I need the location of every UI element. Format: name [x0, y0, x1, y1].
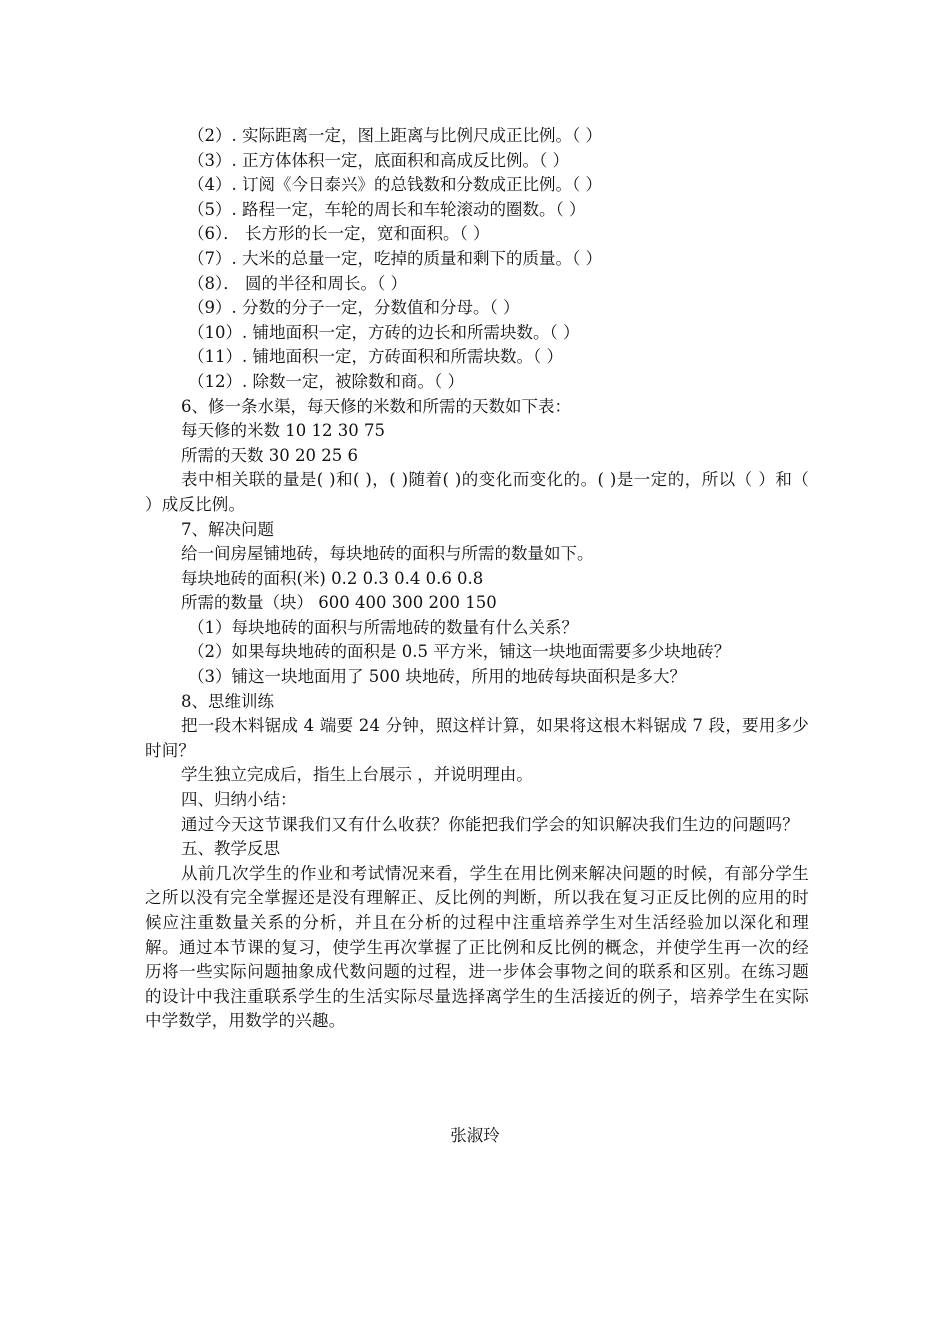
question-7-sub-1: （1）每块地砖的面积与所需地砖的数量有什么关系？ [188, 617, 578, 637]
judgment-item-2: （2）. 实际距离一定，图上距离与比例尺成正比例。（ ） [188, 126, 602, 145]
question-6-row-meters: 每天修的米数 10 12 30 75 [181, 421, 385, 441]
judgment-item-5: （5）. 路程一定，车轮的周长和车轮滚动的圈数。（ ） [188, 199, 586, 219]
question-8-body: 把一段木料锯成 4 端要 24 分钟，照这样计算，如果将这根木料锯成 7 段，要用多少时间？ [145, 716, 809, 760]
judgment-item-4: （4）. 订阅《今日泰兴》的总钱数和分数成正比例。（ ） [188, 175, 602, 195]
judgment-item-12: （12）. 除数一定，被除数和商。（ ） [188, 371, 464, 391]
question-8-note: 学生独立完成后，指生上台展示 ，并说明理由。 [181, 765, 533, 785]
question-7-sub-3: （3）铺这一块地面用了 500 块地砖，所用的地砖每块面积是多大？ [188, 667, 686, 687]
judgment-item-8: （8）． 圆的半径和周长。（ ） [188, 273, 407, 293]
judgment-item-7: （7）. 大米的总量一定，吃掉的质量和剩下的质量。（ ） [188, 248, 602, 268]
question-7-row-area: 每块地砖的面积(米) 0.2 0.3 0.4 0.6 0.8 [181, 568, 484, 588]
judgment-item-9: （9）. 分数的分子一定，分数值和分母。（ ） [188, 298, 520, 318]
question-8-heading: 8、思维训练 [181, 691, 274, 711]
question-7-sub-2: （2）如果每块地砖的面积是 0.5 平方米，铺这一块地面需要多少块地砖？ [188, 642, 731, 662]
question-7-row-count: 所需的数量（块） 600 400 300 200 150 [181, 593, 497, 613]
author-signature: 张淑玲 [450, 1126, 500, 1145]
question-6-row-days: 所需的天数 30 20 25 6 [181, 445, 358, 465]
judgment-item-10: （10）. 铺地面积一定，方砖的边长和所需块数。（ ） [188, 322, 580, 342]
reflection-body: 从前几次学生的作业和考试情况来看，学生在用比例来解决问题的时候，有部分学生之所以没有完全掌握还是没有理解正、反比例的判断，所以我在复习正反比例的应用的时候应注重数量关系的分析，并且在分析的过程中注重培养学生对生活经验加以深化和理解。通过本节课的复习，使学生再次掌握了正比例和反比例的概念，并使学生再一次的经历将一些实际问题抽象成代数问题的过程，进一步体会事物之间的联系和区别。在练习题的设计中我注重联系学生的生活实际尽量选择离学生的生活接近的例子，培养学生在实际中学数学，用数学的兴趣。 [145, 863, 809, 1031]
question-6-heading: 6、修一条水渠，每天修的米数和所需的天数如下表： [181, 396, 571, 416]
question-6-fill-blank: 表中相关联的量是( )和( )，( )随着( )的变化而变化的。( )是一定的，所以（ ）和（ ）成反比例。 [145, 470, 809, 514]
judgment-item-11: （11）. 铺地面积一定，方砖面积和所需块数。（ ） [188, 347, 563, 367]
judgment-item-6: （6）． 长方形的长一定，宽和面积。（ ） [188, 224, 490, 244]
summary-body: 通过今天这节课我们又有什么收获？你能把我们学会的知识解决我们生边的问题吗？ [181, 814, 799, 834]
judgment-item-3: （3）. 正方体体积一定，底面积和高成反比例。（ ） [188, 150, 569, 170]
summary-heading: 四、归纳小结： [181, 790, 297, 810]
document-body [145, 124, 809, 1034]
question-7-heading: 7、解决问题 [181, 519, 274, 539]
reflection-heading: 五、教学反思 [181, 839, 280, 859]
question-7-intro: 给一间房屋铺地砖，每块地砖的面积与所需的数量如下。 [181, 544, 594, 564]
